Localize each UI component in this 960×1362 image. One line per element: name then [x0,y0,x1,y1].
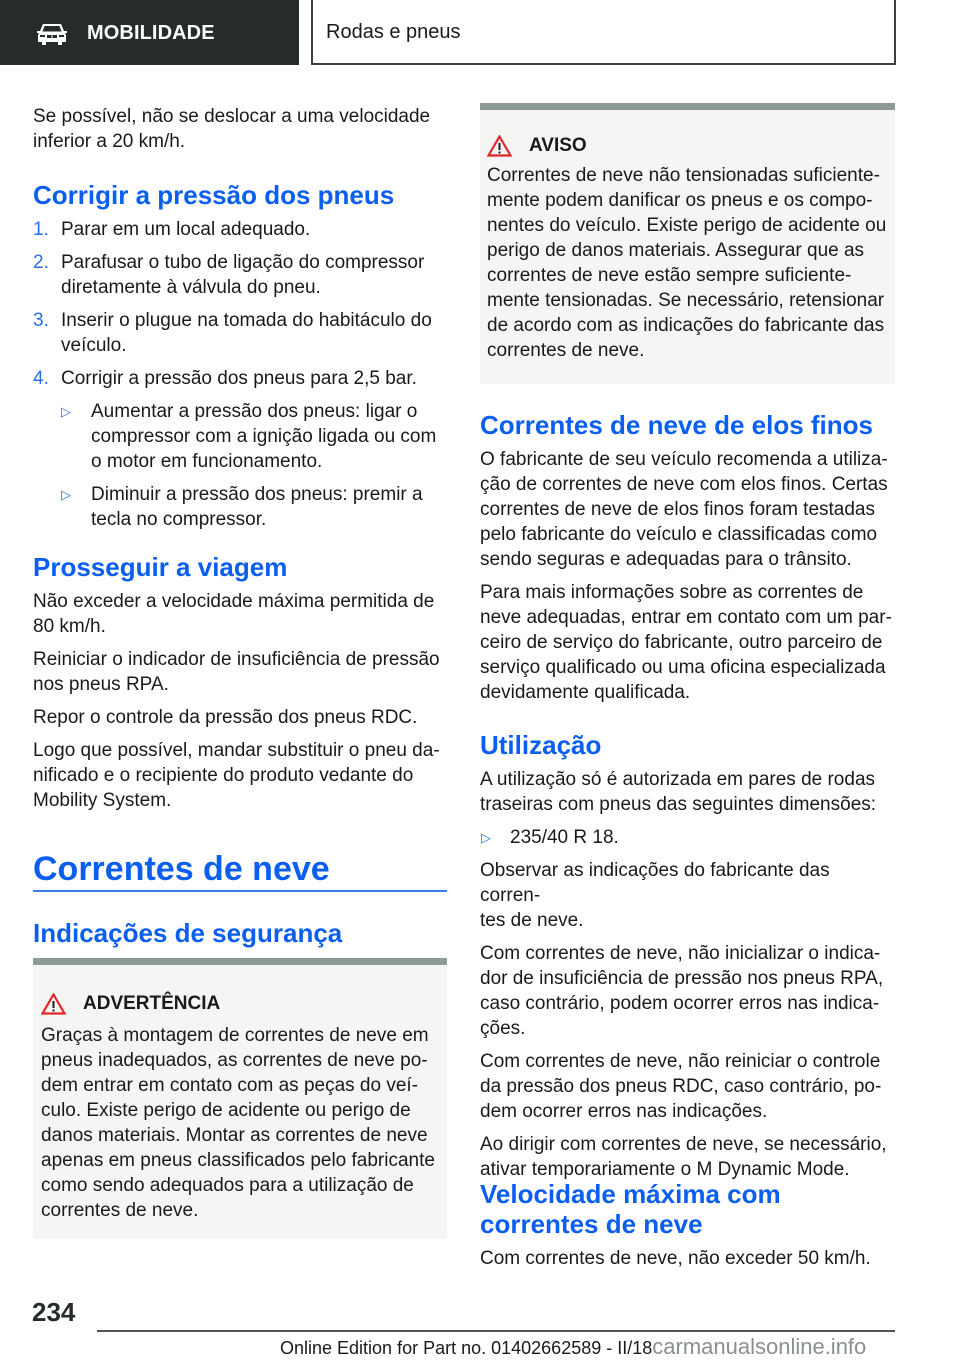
text-line: devidamente qualificada. [480,682,691,703]
text-line: Não exceder a velocidade máxima permitida de [33,591,435,612]
text-line: nentes do veículo. Existe perigo de acidente ou [487,215,887,236]
text-line: sendo seguras e adequadas para o trânsito. [480,549,852,570]
text-line: da pressão dos pneus RDC, caso contrário, po- [480,1076,882,1097]
step-number: 2. [33,252,49,273]
list-item [480,825,895,850]
heading-usage: Utilização [480,730,602,760]
text-line: Parar em um local adequado. [61,219,311,240]
heading-continue-trip: Prosseguir a viagem [33,552,288,582]
heading-fine-links: Correntes de neve de elos finos [480,410,874,440]
triangle-bullet-icon: ▷ [61,487,71,502]
text-line: nos pneus RPA. [33,674,169,695]
edition-text: Online Edition for Part no. 01402662589 - II/18 [280,1338,653,1358]
fine-links-body [480,447,895,705]
text-line: correntes de neve. [41,1200,199,1221]
text-line: ativar temporariamente o M Dynamic Mode. [480,1159,850,1180]
text-line: danos materiais. Montar as correntes de neve [41,1125,428,1146]
car-front-icon [36,22,68,46]
text-line: compressor com a ignição ligada ou com [91,426,437,447]
text-line: pelo fabricante do veículo e classificadas como [480,524,878,545]
text-line: ceiro de serviço do fabricante, outro parceiro de [480,632,883,653]
text-line: traseiras com pneus das seguintes dimensões: [480,794,877,815]
list-item [61,482,447,532]
max-speed-text: Com correntes de neve, não exceder 50 km/h. [480,1248,871,1269]
list-item [33,250,447,300]
text-line: Aumentar a pressão dos pneus: ligar o [91,401,418,422]
text-line: perigo de danos materiais. Assegurar que as [487,240,865,261]
footer-divider [97,1330,895,1332]
heading-underline [33,890,447,892]
usage-body [480,767,895,1182]
text-line: Corrigir a pressão dos pneus para 2,5 bar. [61,368,417,389]
text-line: serviço qualificado ou uma oficina especializada [480,657,886,678]
text-line: A utilização só é autorizada em pares de rodas [480,769,876,790]
text-line: Com correntes de neve, não reiniciar o controle [480,1051,881,1072]
steps-list [33,217,447,532]
step-number: 4. [33,368,49,389]
warning-box [33,958,447,1239]
text-line: caso contrário, podem ocorrer erros nas indica- [480,993,880,1014]
text-line: Observar as indicações do fabricante das corren- [480,860,830,906]
text-line: correntes de neve estão sempre suficiente- [487,265,852,286]
heading-safety-notes: Indicações de segurança [33,918,343,948]
watermark: carmanualsonline.info [652,1334,867,1359]
warning-title-text: ADVERTÊNCIA [83,993,221,1014]
text-line: pneus inadequados, as correntes de neve po- [41,1050,428,1071]
page-number: 234 [32,1297,76,1327]
heading-max-speed [480,1179,895,1239]
chapter-label: Rodas e pneus [326,21,461,43]
heading-correct-pressure: Corrigir a pressão dos pneus [33,180,395,210]
text-line: O fabricante de seu veículo recomenda a utiliza- [480,449,888,470]
step-number: 3. [33,310,49,331]
notice-title-text: AVISO [529,135,587,156]
text-line: Com correntes de neve, não inicializar o indica- [480,943,881,964]
footer-edition [280,1334,866,1360]
list-item [61,399,447,474]
text-line: inferior a 20 km/h. [33,131,186,152]
heading-line: Velocidade máxima com [480,1179,781,1209]
chapter-tab [311,0,896,65]
notice-title [487,135,888,157]
text-line: correntes de neve de elos finos foram testadas [480,499,876,520]
list-item [33,366,447,391]
warning-title [41,993,439,1015]
warning-triangle-icon [41,993,66,1015]
text-line: correntes de neve. [487,340,645,361]
text-line: Graças à montagem de correntes de neve em [41,1025,429,1046]
text-line: Diminuir a pressão dos pneus: premir a [91,484,423,505]
intro-paragraph [33,104,447,154]
section-tab [0,0,299,65]
text-line: ção de correntes de neve com elos finos. Certas [480,474,888,495]
text-line: ções. [480,1018,526,1039]
triangle-bullet-icon: ▷ [481,830,491,845]
text-line: diretamente à válvula do pneu. [61,277,321,298]
text-line: dor de insuficiência de pressão nos pneus RPA, [480,968,884,989]
continue-trip-body [33,589,447,813]
text-line: o motor em funcionamento. [91,451,323,472]
text-line: nificado e o recipiente do produto vedante do [33,765,414,786]
text-line: tes de neve. [480,910,584,931]
text-line: 80 km/h. [33,616,106,637]
text-line: Logo que possível, mandar substituir o pneu da- [33,740,440,761]
text-line: Repor o controle da pressão dos pneus RDC. [33,707,418,728]
text-line: neve adequadas, entrar em contato com um par- [480,607,892,628]
triangle-bullet-icon: ▷ [61,404,71,419]
text-line: Parafusar o tubo de ligação do compressor [61,252,425,273]
text-line: tecla no compressor. [91,509,267,530]
text-line: Para mais informações sobre as correntes de [480,582,864,603]
heading-snow-chains: Correntes de neve [33,850,330,888]
text-line: de acordo com as indicações do fabricante das [487,315,885,336]
text-line: Inserir o plugue na tomada do habitáculo do [61,310,432,331]
text-line: mente podem danificar os pneus e os compo- [487,190,873,211]
heading-line: correntes de neve [480,1209,703,1239]
text-line: dem ocorrer erros nas indicações. [480,1101,768,1122]
warning-triangle-icon [487,135,512,157]
text-line: Se possível, não se deslocar a uma velocidade [33,106,431,127]
step-number: 1. [33,219,49,240]
text-line: dem entrar em contato com as peças do veí- [41,1075,419,1096]
list-item [33,308,447,358]
sub-bullet-list [33,399,447,532]
text-line: como sendo adequados para a utilização de [41,1175,414,1196]
text-line: mente tensionadas. Se necessário, retensionar [487,290,885,311]
text-line: culo. Existe perigo de acidente ou perigo de [41,1100,411,1121]
text-line: Ao dirigir com correntes de neve, se necessário, [480,1134,887,1155]
warning-body [41,1023,439,1223]
section-label: MOBILIDADE [87,22,215,44]
text-line: Mobility System. [33,790,172,811]
notice-body [487,163,888,363]
text-line: veículo. [61,335,127,356]
list-item [33,217,447,242]
text-line: Reiniciar o indicador de insuficiência de pressão [33,649,440,670]
tire-size: 235/40 R 18. [510,827,619,848]
text-line: apenas em pneus classificados pelo fabricante [41,1150,435,1171]
text-line: Correntes de neve não tensionadas suficiente- [487,165,880,186]
notice-box [480,103,895,384]
